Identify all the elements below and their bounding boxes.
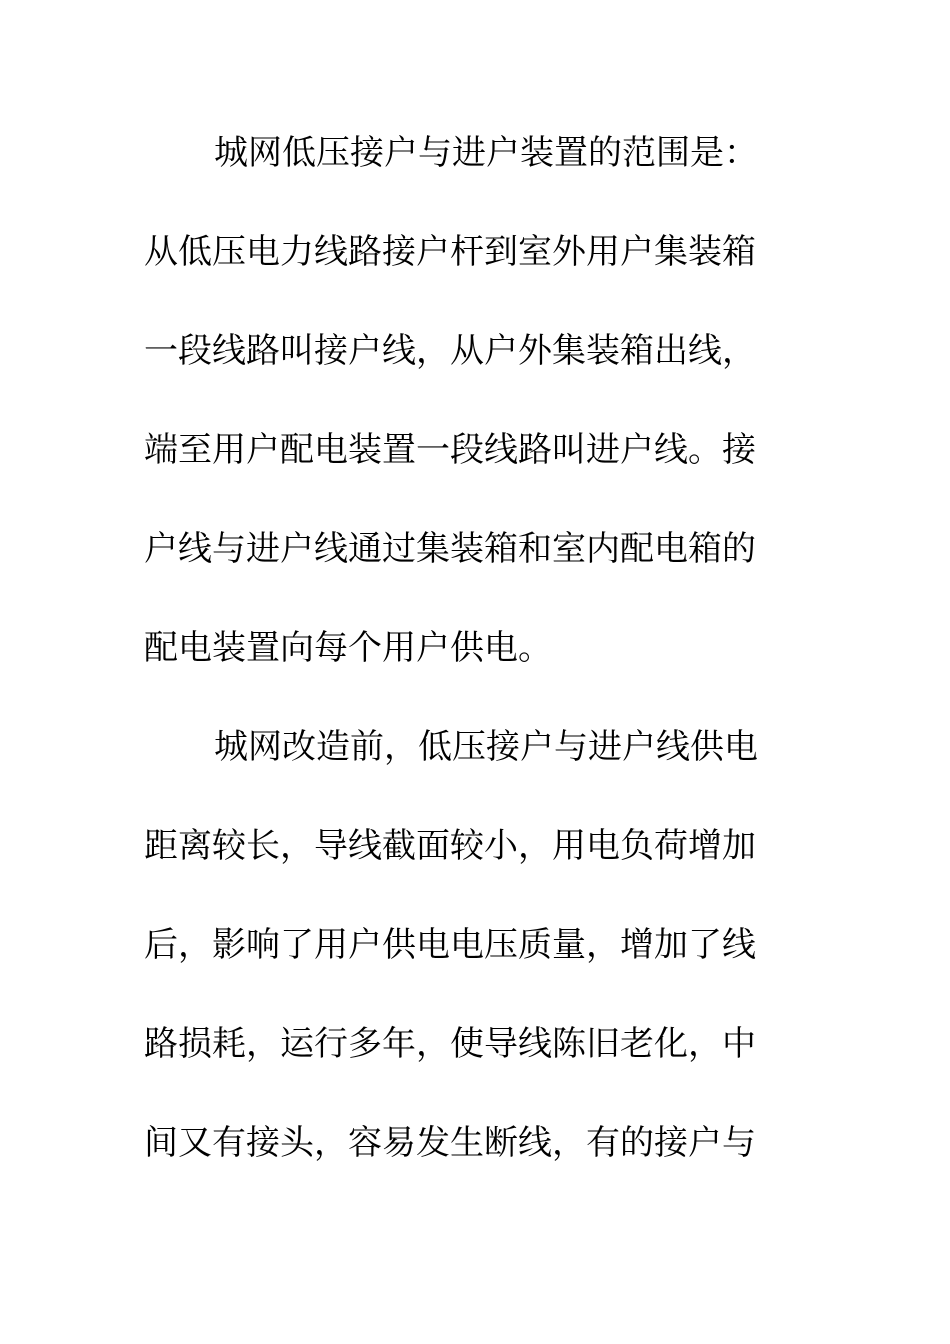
paragraph-2-line-2: 距离较长，导线截面较小，用电负荷增加 (144, 826, 756, 866)
paragraph-2-line-5: 间又有接头，容易发生断线，有的接户与 (144, 1123, 756, 1163)
paragraph-2-line-4: 路损耗，运行多年，使导线陈旧老化，中 (144, 1024, 756, 1064)
paragraph-1-line-1: 城网低压接户与进户装置的范围是： (214, 133, 758, 173)
body-text (144, 128, 784, 1217)
paragraph-1-line-3: 一段线路叫接户线，从户外集装箱出线， (144, 331, 756, 371)
paragraph-1-line-6: 配电装置向每个用户供电。 (144, 628, 552, 668)
paragraph-1-line-2: 从低压电力线路接户杆到室外用户集装箱 (144, 232, 756, 272)
paragraph-2-line-1: 城网改造前，低压接户与进户线供电 (214, 727, 758, 767)
paragraph-1-line-5: 户线与进户线通过集装箱和室内配电箱的 (144, 529, 756, 569)
paragraph-1-line-4: 端至用户配电装置一段线路叫进户线。接 (144, 430, 756, 470)
paragraph-2-line-3: 后，影响了用户供电电压质量，增加了线 (144, 925, 756, 965)
